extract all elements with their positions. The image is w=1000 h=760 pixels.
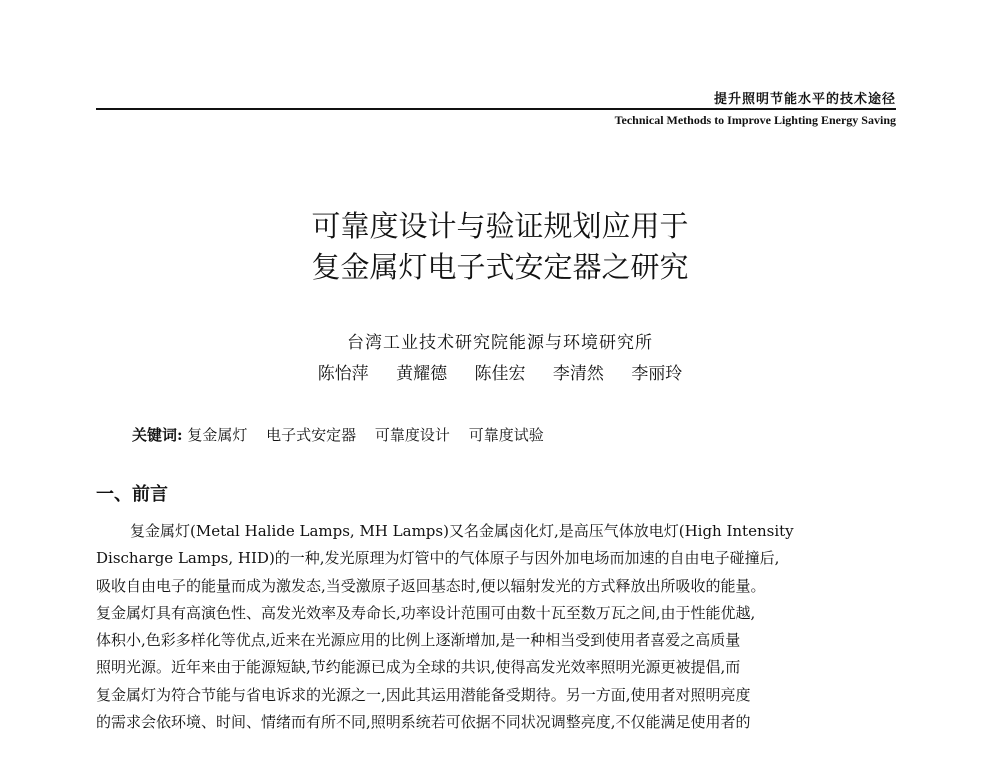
keyword: 可靠度设计 bbox=[374, 426, 450, 444]
author-name: 陈怡萍 bbox=[317, 364, 369, 384]
author-list bbox=[0, 359, 1000, 384]
author-name: 李丽玲 bbox=[631, 364, 683, 384]
section-heading: 一、前言 bbox=[96, 484, 168, 505]
author-name: 李清然 bbox=[552, 364, 604, 384]
keyword: 电子式安定器 bbox=[266, 426, 357, 444]
paper-title-line-1: 可靠度设计与验证规划应用于 bbox=[311, 209, 689, 243]
running-head-en: Technical Methods to Improve Lighting Energy Saving bbox=[614, 113, 896, 127]
text-line: 照明光源。近年来由于能源短缺,节约能源已成为全球的共识,使得高发光效率照明光源更被提倡,而 bbox=[96, 658, 741, 677]
body-paragraph bbox=[96, 518, 896, 736]
author-name: 陈佳宏 bbox=[474, 364, 526, 384]
affiliation: 台湾工业技术研究院能源与环境研究所 bbox=[347, 333, 653, 353]
text-line: 体积小,色彩多样化等优点,近来在光源应用的比例上逐渐增加,是一种相当受到使用者喜爱之高质量 bbox=[96, 631, 741, 650]
keyword: 可靠度试验 bbox=[468, 426, 544, 444]
text-line: Discharge Lamps, HID)的一种,发光原理为灯管中的气体原子与因外加电场而加速的自由电子碰撞后, bbox=[96, 549, 780, 568]
author-name: 黄耀德 bbox=[396, 364, 448, 384]
keywords bbox=[132, 424, 558, 445]
keyword: 复金属灯 bbox=[187, 426, 248, 444]
running-head-cn: 提升照明节能水平的技术途径 bbox=[713, 92, 896, 107]
text-line: 的需求会依环境、时间、情绪而有所不同,照明系统若可依据不同状况调整亮度,不仅能满足使用者的 bbox=[96, 713, 751, 732]
header-rule bbox=[96, 108, 896, 110]
text-line: 复金属灯(Metal Halide Lamps, MH Lamps)又名金属卤化灯,是高压气体放电灯(High Intensity bbox=[130, 522, 794, 540]
text-line: 复金属灯具有高演色性、高发光效率及寿命长,功率设计范围可由数十瓦至数万瓦之间,由于性能优越, bbox=[96, 603, 756, 622]
text-line: 吸收自由电子的能量而成为激发态,当受激原子返回基态时,便以辐射发光的方式释放出所吸收的能量。 bbox=[96, 576, 766, 595]
keywords-label: 关键词: bbox=[132, 426, 183, 444]
paper-title-line-2: 复金属灯电子式安定器之研究 bbox=[311, 250, 689, 284]
text-line: 复金属灯为符合节能与省电诉求的光源之一,因此其运用潜能备受期待。另一方面,使用者对照明亮度 bbox=[96, 685, 751, 704]
